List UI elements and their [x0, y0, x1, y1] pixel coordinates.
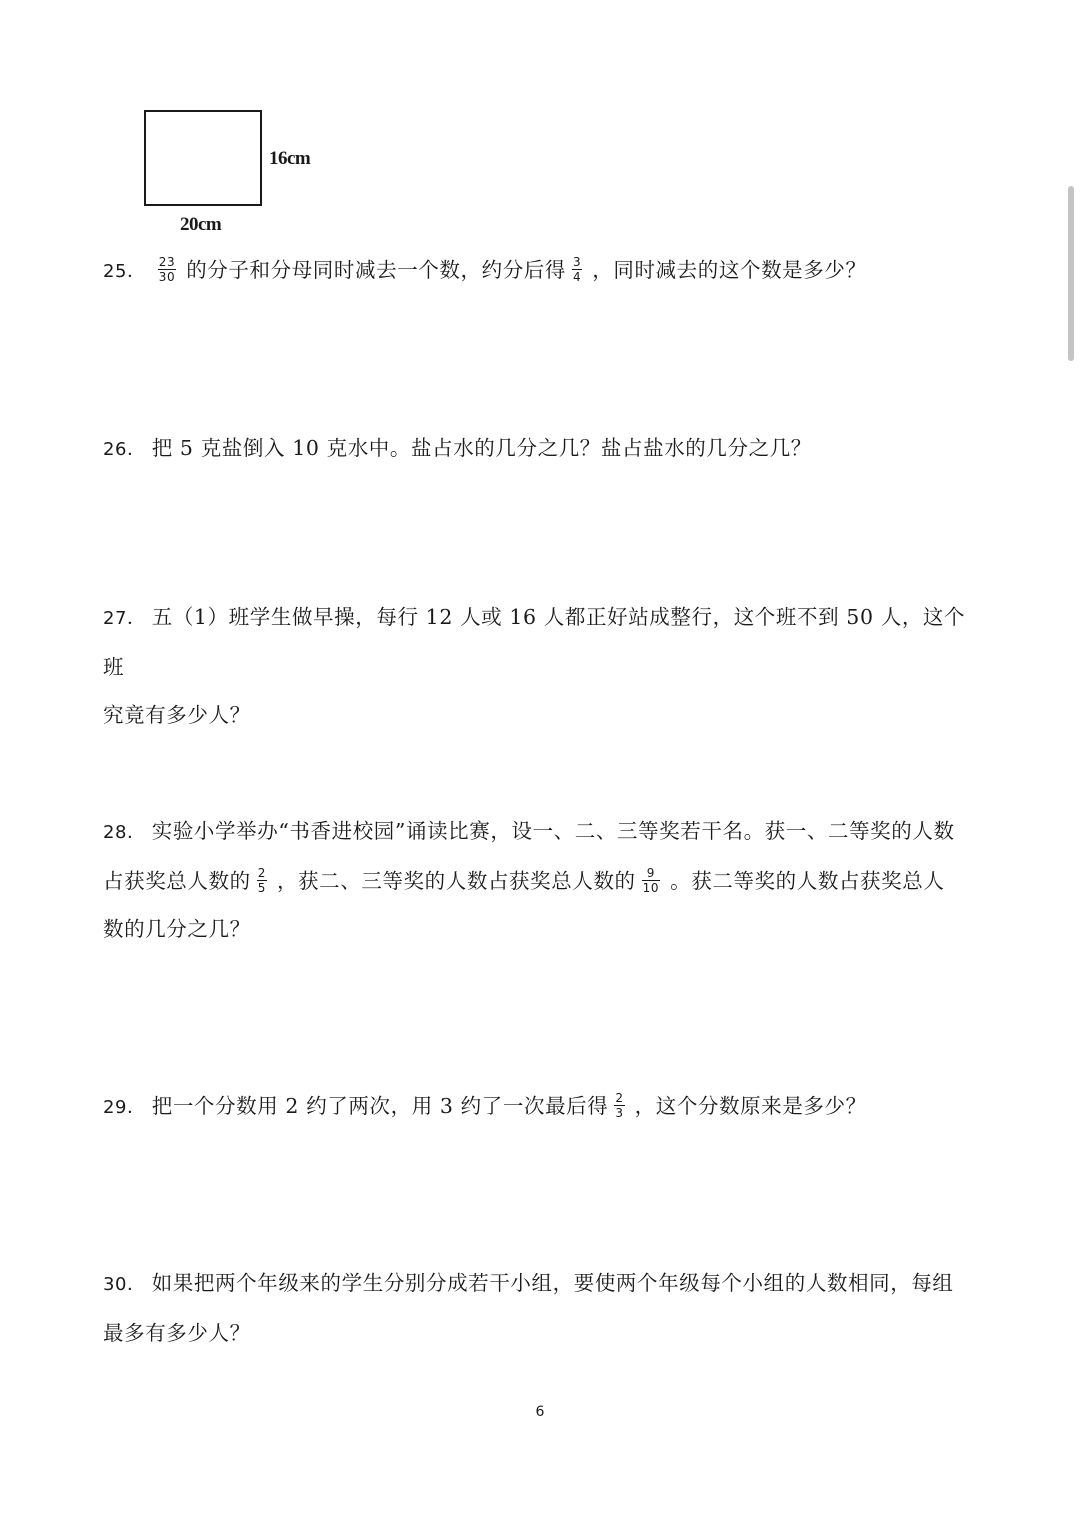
question-number: 27． [103, 608, 146, 629]
fraction [572, 255, 582, 284]
question-text: 五（1）班学生做早操，每行 12 人或 16 人都正好站成整行，这个班不到 50 人，这个班 [103, 605, 966, 679]
denominator: 30 [158, 270, 176, 284]
denominator: 4 [573, 270, 582, 284]
question-text: 把 5 克盐倒入 10 克水中。盐占水的几分之几？盐占盐水的几分之几？ [151, 436, 812, 460]
question-number: 25． [103, 261, 146, 282]
numerator: 2 [257, 866, 266, 880]
question-text: 把一个分数用 2 约了两次，用 3 约了一次最后得 [151, 1094, 609, 1118]
question-text: 占获奖总人数的 [103, 869, 251, 893]
denominator: 3 [615, 1106, 624, 1120]
fraction [158, 255, 176, 284]
question-26 [103, 424, 983, 474]
question-25 [103, 246, 983, 296]
question-line [103, 807, 983, 857]
question-number: 26． [103, 439, 146, 460]
question-line: 究竟有多少人？ [103, 703, 251, 727]
vertical-scrollbar[interactable] [1068, 186, 1074, 361]
question-text: ，同时减去的这个数是多少？ [592, 258, 867, 282]
fraction [614, 1091, 624, 1120]
question-number: 30． [103, 1274, 146, 1295]
numerator: 3 [573, 255, 582, 269]
question-text: 。获二等奖的人数占获奖总人 [670, 869, 945, 893]
question-line [103, 1259, 983, 1309]
question-line: 数的几分之几？ [103, 917, 251, 941]
rectangle-shape [144, 110, 262, 206]
question-line: 最多有多少人？ [103, 1321, 251, 1345]
question-line [103, 857, 983, 905]
question-text: 的分子和分母同时减去一个数，约分后得 [186, 258, 567, 282]
question-28 [103, 807, 983, 953]
width-label: 20cm [180, 214, 222, 235]
question-text: 如果把两个年级来的学生分别分成若干小组，要使两个年级每个小组的人数相同，每组 [151, 1271, 954, 1295]
question-line [103, 593, 983, 691]
rectangle-figure [144, 108, 344, 238]
denominator: 5 [257, 881, 266, 895]
page-number: 6 [535, 1404, 545, 1420]
question-29 [103, 1082, 983, 1132]
question-text: ，这个分数原来是多少？ [634, 1094, 867, 1118]
question-number: 29． [103, 1097, 146, 1118]
question-number: 28． [103, 822, 146, 843]
numerator: 23 [158, 255, 176, 269]
fraction [257, 866, 267, 895]
numerator: 2 [615, 1091, 624, 1105]
question-text: ，获二、三等奖的人数占获奖总人数的 [276, 869, 636, 893]
numerator: 9 [642, 866, 660, 881]
height-label: 16cm [269, 148, 311, 169]
fraction [642, 866, 660, 895]
question-30 [103, 1259, 983, 1357]
denominator: 10 [642, 881, 660, 895]
question-text: 实验小学举办“书香进校园”诵读比赛，设一、二、三等奖若干名。获一、二等奖的人数 [151, 819, 955, 843]
question-27 [103, 593, 983, 739]
